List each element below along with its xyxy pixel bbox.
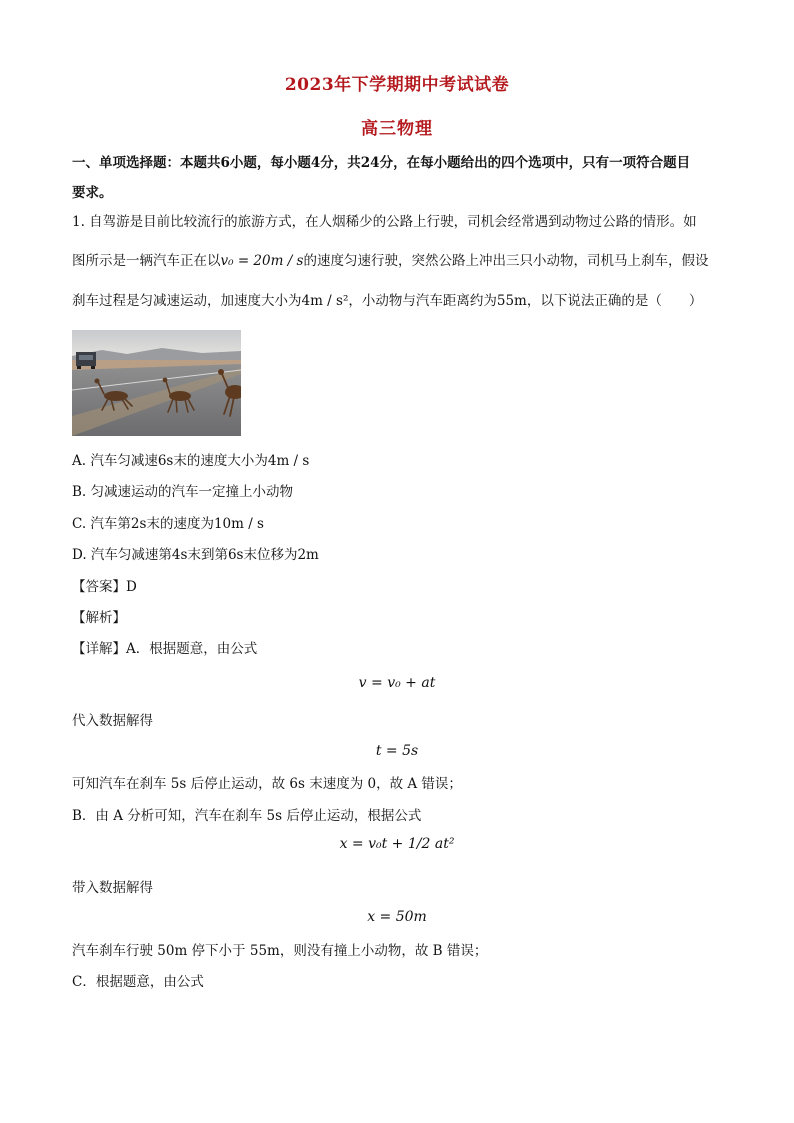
option-c: C. 汽车第2s末的速度为10m / s xyxy=(72,516,264,532)
distance-expression: 55m xyxy=(496,293,527,309)
option-a: A. 汽车匀减速6s末的速度大小为4m / s xyxy=(72,453,310,469)
question-text-segment: ，小动物与汽车距离约为 xyxy=(348,293,497,309)
equation-time: t = 5s xyxy=(375,743,419,759)
question-text-segment: 图所示是一辆汽车正在以 xyxy=(72,253,221,269)
question-text-line-2 xyxy=(72,251,727,271)
equation-distance: x = 50m xyxy=(367,909,427,925)
explanation-c-intro: C．根据题意，由公式 xyxy=(72,974,204,990)
option-d: D. 汽车匀减速第4s末到第6s末位移为2m xyxy=(72,547,319,563)
question-text-segment: 刹车过程是匀减速运动，加速度大小为 xyxy=(72,293,302,309)
question-text-segment: ，以下说法正确的是（ ） xyxy=(526,293,703,309)
explanation-a-conclusion: 可知汽车在刹车 5s 后停止运动，故 6s 末速度为 0，故 A 错误； xyxy=(72,776,462,792)
question-text-line-1: 1. 自驾游是目前比较流行的旅游方式，在人烟稀少的公路上行驶，司机会经常遇到动物过公路的情形。如 xyxy=(72,214,697,230)
explanation-substitute-1: 代入数据解得 xyxy=(72,713,153,729)
explanation-b-conclusion: 汽车刹车行驶 50m 停下小于 55m，则没有撞上小动物，故 B 错误； xyxy=(72,943,488,959)
question-text-line-3 xyxy=(72,291,727,311)
explanation-substitute-2: 带入数据解得 xyxy=(72,880,153,896)
answer-line: 【答案】D xyxy=(72,579,137,595)
option-b: B. 匀减速运动的汽车一定撞上小动物 xyxy=(72,484,294,500)
road-animals-photo xyxy=(72,330,241,436)
section-heading-line-1: 一、单项选择题：本题共6小题，每小题4分，共24分，在每小题给出的四个选项中，只有一项符合题目 xyxy=(72,155,691,171)
section-heading-line-2: 要求。 xyxy=(72,185,113,201)
equation-displacement: x = v₀t + 1/2 at² xyxy=(339,836,455,852)
acceleration-expression: 4m / s² xyxy=(301,293,349,309)
exam-subtitle: 高三物理 xyxy=(361,119,433,139)
exam-title: 2023年下学期期中考试试卷 xyxy=(284,75,510,95)
initial-velocity-expression: v₀ = 20m / s xyxy=(220,253,304,269)
analysis-label: 【解析】 xyxy=(72,610,126,626)
question-text-segment: 的速度匀速行驶，突然公路上冲出三只小动物，司机马上刹车，假设 xyxy=(303,253,709,269)
explanation-b-intro: B．由 A 分析可知，汽车在刹车 5s 后停止运动，根据公式 xyxy=(72,808,422,824)
equation-velocity: v = v₀ + at xyxy=(358,675,436,691)
explanation-a-intro: 【详解】A．根据题意，由公式 xyxy=(72,641,258,657)
